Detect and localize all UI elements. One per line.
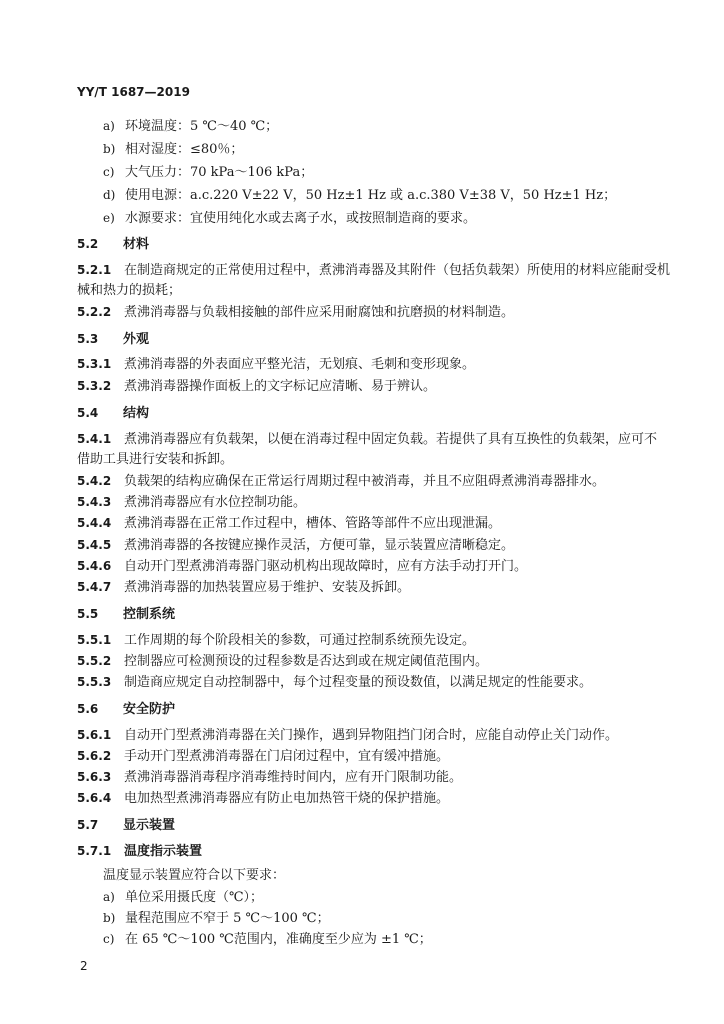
list-text: 量程范围应不窄于 5 ℃～100 ℃；	[125, 911, 330, 926]
clause-text: 在制造商规定的正常使用过程中，煮沸消毒器及其附件（包括负载架）所使用的材料应能耐受机	[124, 263, 671, 278]
section-number: 5.5	[77, 607, 99, 621]
section-title: 结构	[123, 406, 150, 421]
clause-continuation: 械和热力的损耗；	[77, 283, 182, 298]
clause-number: 5.5.2	[77, 654, 112, 668]
clause-5-4-3	[77, 494, 306, 511]
section-title: 安全防护	[123, 702, 176, 717]
list-item	[103, 910, 330, 927]
section-title: 材料	[123, 237, 150, 252]
clause-5-3-1	[77, 356, 475, 373]
list-marker: c)	[103, 932, 115, 946]
list-text: 大气压力：70 kPa～106 kPa；	[125, 165, 314, 180]
list-text: 水源要求：宜使用纯化水或去离子水，或按照制造商的要求。	[125, 211, 477, 226]
document-header: YY/T 1687—2019	[77, 85, 190, 99]
clause-5-5-2	[77, 653, 488, 670]
clause-5-5-3	[77, 674, 592, 691]
section-number: 5.2	[77, 237, 99, 251]
list-item	[103, 164, 313, 181]
list-item	[103, 187, 616, 204]
clause-5-6-2	[77, 748, 449, 765]
list-marker: e)	[103, 211, 115, 225]
clause-number: 5.4.4	[77, 516, 112, 530]
list-marker: a)	[103, 119, 115, 133]
section-title: 控制系统	[123, 607, 176, 622]
clause-text: 煮沸消毒器的加热装置应易于维护、安装及拆卸。	[124, 580, 411, 595]
clause-5-3-2	[77, 378, 436, 395]
section-number: 5.3	[77, 332, 99, 346]
clause-5-6-1	[77, 727, 618, 744]
clause-5-5-1	[77, 632, 475, 649]
clause-5-4-1	[77, 431, 657, 448]
list-text: 单位采用摄氏度（℃）；	[125, 890, 264, 905]
clause-number: 5.6.3	[77, 770, 112, 784]
clause-text: 工作周期的每个阶段相关的参数，可通过控制系统预先设定。	[124, 633, 476, 648]
clause-number: 5.3.2	[77, 379, 112, 393]
section-number: 5.7	[77, 818, 99, 832]
list-item	[103, 141, 243, 158]
list-item	[103, 118, 278, 135]
clause-text: 手动开门型煮沸消毒器在门启闭过程中，宜有缓冲措施。	[124, 749, 450, 764]
clause-number: 5.5.1	[77, 633, 112, 647]
list-text: 在 65 ℃～100 ℃范围内，准确度至少应为 ±1 ℃；	[125, 932, 432, 947]
section-heading	[77, 606, 175, 623]
clause-text: 自动开门型煮沸消毒器在关门操作，遇到异物阻挡门闭合时，应能自动停止关门动作。	[124, 728, 619, 743]
list-marker: c)	[103, 165, 115, 179]
section-title: 显示装置	[123, 818, 176, 833]
subsection-heading	[77, 843, 202, 860]
clause-text: 控制器应可检测预设的过程参数是否达到或在规定阈值范围内。	[124, 654, 489, 669]
clause-text: 煮沸消毒器应有水位控制功能。	[124, 495, 307, 510]
section-heading	[77, 331, 149, 348]
clause-number: 5.5.3	[77, 675, 112, 689]
list-item	[103, 889, 263, 906]
clause-5-6-4	[77, 790, 449, 807]
section-heading	[77, 817, 175, 834]
list-marker: b)	[103, 911, 116, 925]
clause-number: 5.4.7	[77, 580, 112, 594]
section-number: 5.4	[77, 406, 99, 420]
list-marker: b)	[103, 142, 116, 156]
clause-text: 制造商应规定自动控制器中，每个过程变量的预设数值，以满足规定的性能要求。	[124, 675, 593, 690]
clause-text: 煮沸消毒器的外表面应平整光洁，无划痕、毛刺和变形现象。	[124, 357, 476, 372]
clause-5-6-3	[77, 769, 462, 786]
clause-number: 5.6.1	[77, 728, 112, 742]
clause-number: 5.4.1	[77, 432, 112, 446]
list-text: 环境温度：5 ℃～40 ℃；	[125, 119, 279, 134]
page-number: 2	[80, 959, 88, 973]
clause-text: 煮沸消毒器操作面板上的文字标记应清晰、易于辨认。	[124, 379, 437, 394]
list-marker: d)	[103, 188, 116, 202]
section-heading	[77, 701, 175, 718]
clause-number: 5.4.6	[77, 559, 112, 573]
clause-continuation: 借助工具进行安装和拆卸。	[77, 452, 234, 467]
section-heading	[77, 236, 149, 253]
clause-text: 负载架的结构应确保在正常运行周期过程中被消毒，并且不应阻碍煮沸消毒器排水。	[124, 474, 606, 489]
list-item	[103, 931, 432, 948]
list-text: 使用电源：a.c.220 V±22 V，50 Hz±1 Hz 或 a.c.380 V±38 V，50 Hz±1 Hz；	[125, 188, 617, 203]
section-title: 外观	[123, 332, 150, 347]
clause-5-2-2	[77, 304, 514, 321]
clause-number: 5.4.5	[77, 538, 112, 552]
clause-5-4-5	[77, 537, 514, 554]
clause-text: 自动开门型煮沸消毒器门驱动机构出现故障时，应有方法手动打开门。	[124, 559, 528, 574]
list-marker: a)	[103, 890, 115, 904]
section-number: 5.7.1	[77, 844, 112, 858]
clause-text: 煮沸消毒器应有负载架，以便在消毒过程中固定负载。若提供了具有互换性的负载架，应可不	[124, 432, 658, 447]
section-number: 5.6	[77, 702, 99, 716]
clause-5-4-7	[77, 579, 410, 596]
clause-number: 5.6.4	[77, 791, 112, 805]
clause-text: 电加热型煮沸消毒器应有防止电加热管干烧的保护措施。	[124, 791, 450, 806]
clause-number: 5.4.2	[77, 474, 112, 488]
clause-number: 5.2.1	[77, 263, 112, 277]
clause-text: 煮沸消毒器的各按键应操作灵活，方便可靠，显示装置应清晰稳定。	[124, 538, 515, 553]
clause-5-2-1	[77, 262, 670, 279]
clause-text: 煮沸消毒器与负载相接触的部件应采用耐腐蚀和抗磨损的材料制造。	[124, 305, 515, 320]
section-title: 温度指示装置	[124, 844, 203, 859]
clause-5-4-4	[77, 515, 501, 532]
clause-5-4-2	[77, 473, 605, 490]
clause-number: 5.4.3	[77, 495, 112, 509]
paragraph: 温度显示装置应符合以下要求：	[103, 868, 286, 883]
clause-text: 煮沸消毒器消毒程序消毒维持时间内，应有开门限制功能。	[124, 770, 463, 785]
clause-text: 煮沸消毒器在正常工作过程中，槽体、管路等部件不应出现泄漏。	[124, 516, 502, 531]
clause-5-4-6	[77, 558, 527, 575]
list-text: 相对湿度：≤80％；	[125, 142, 244, 157]
clause-number: 5.2.2	[77, 305, 112, 319]
list-item	[103, 210, 476, 227]
section-heading	[77, 405, 149, 422]
clause-number: 5.6.2	[77, 749, 112, 763]
clause-number: 5.3.1	[77, 357, 112, 371]
